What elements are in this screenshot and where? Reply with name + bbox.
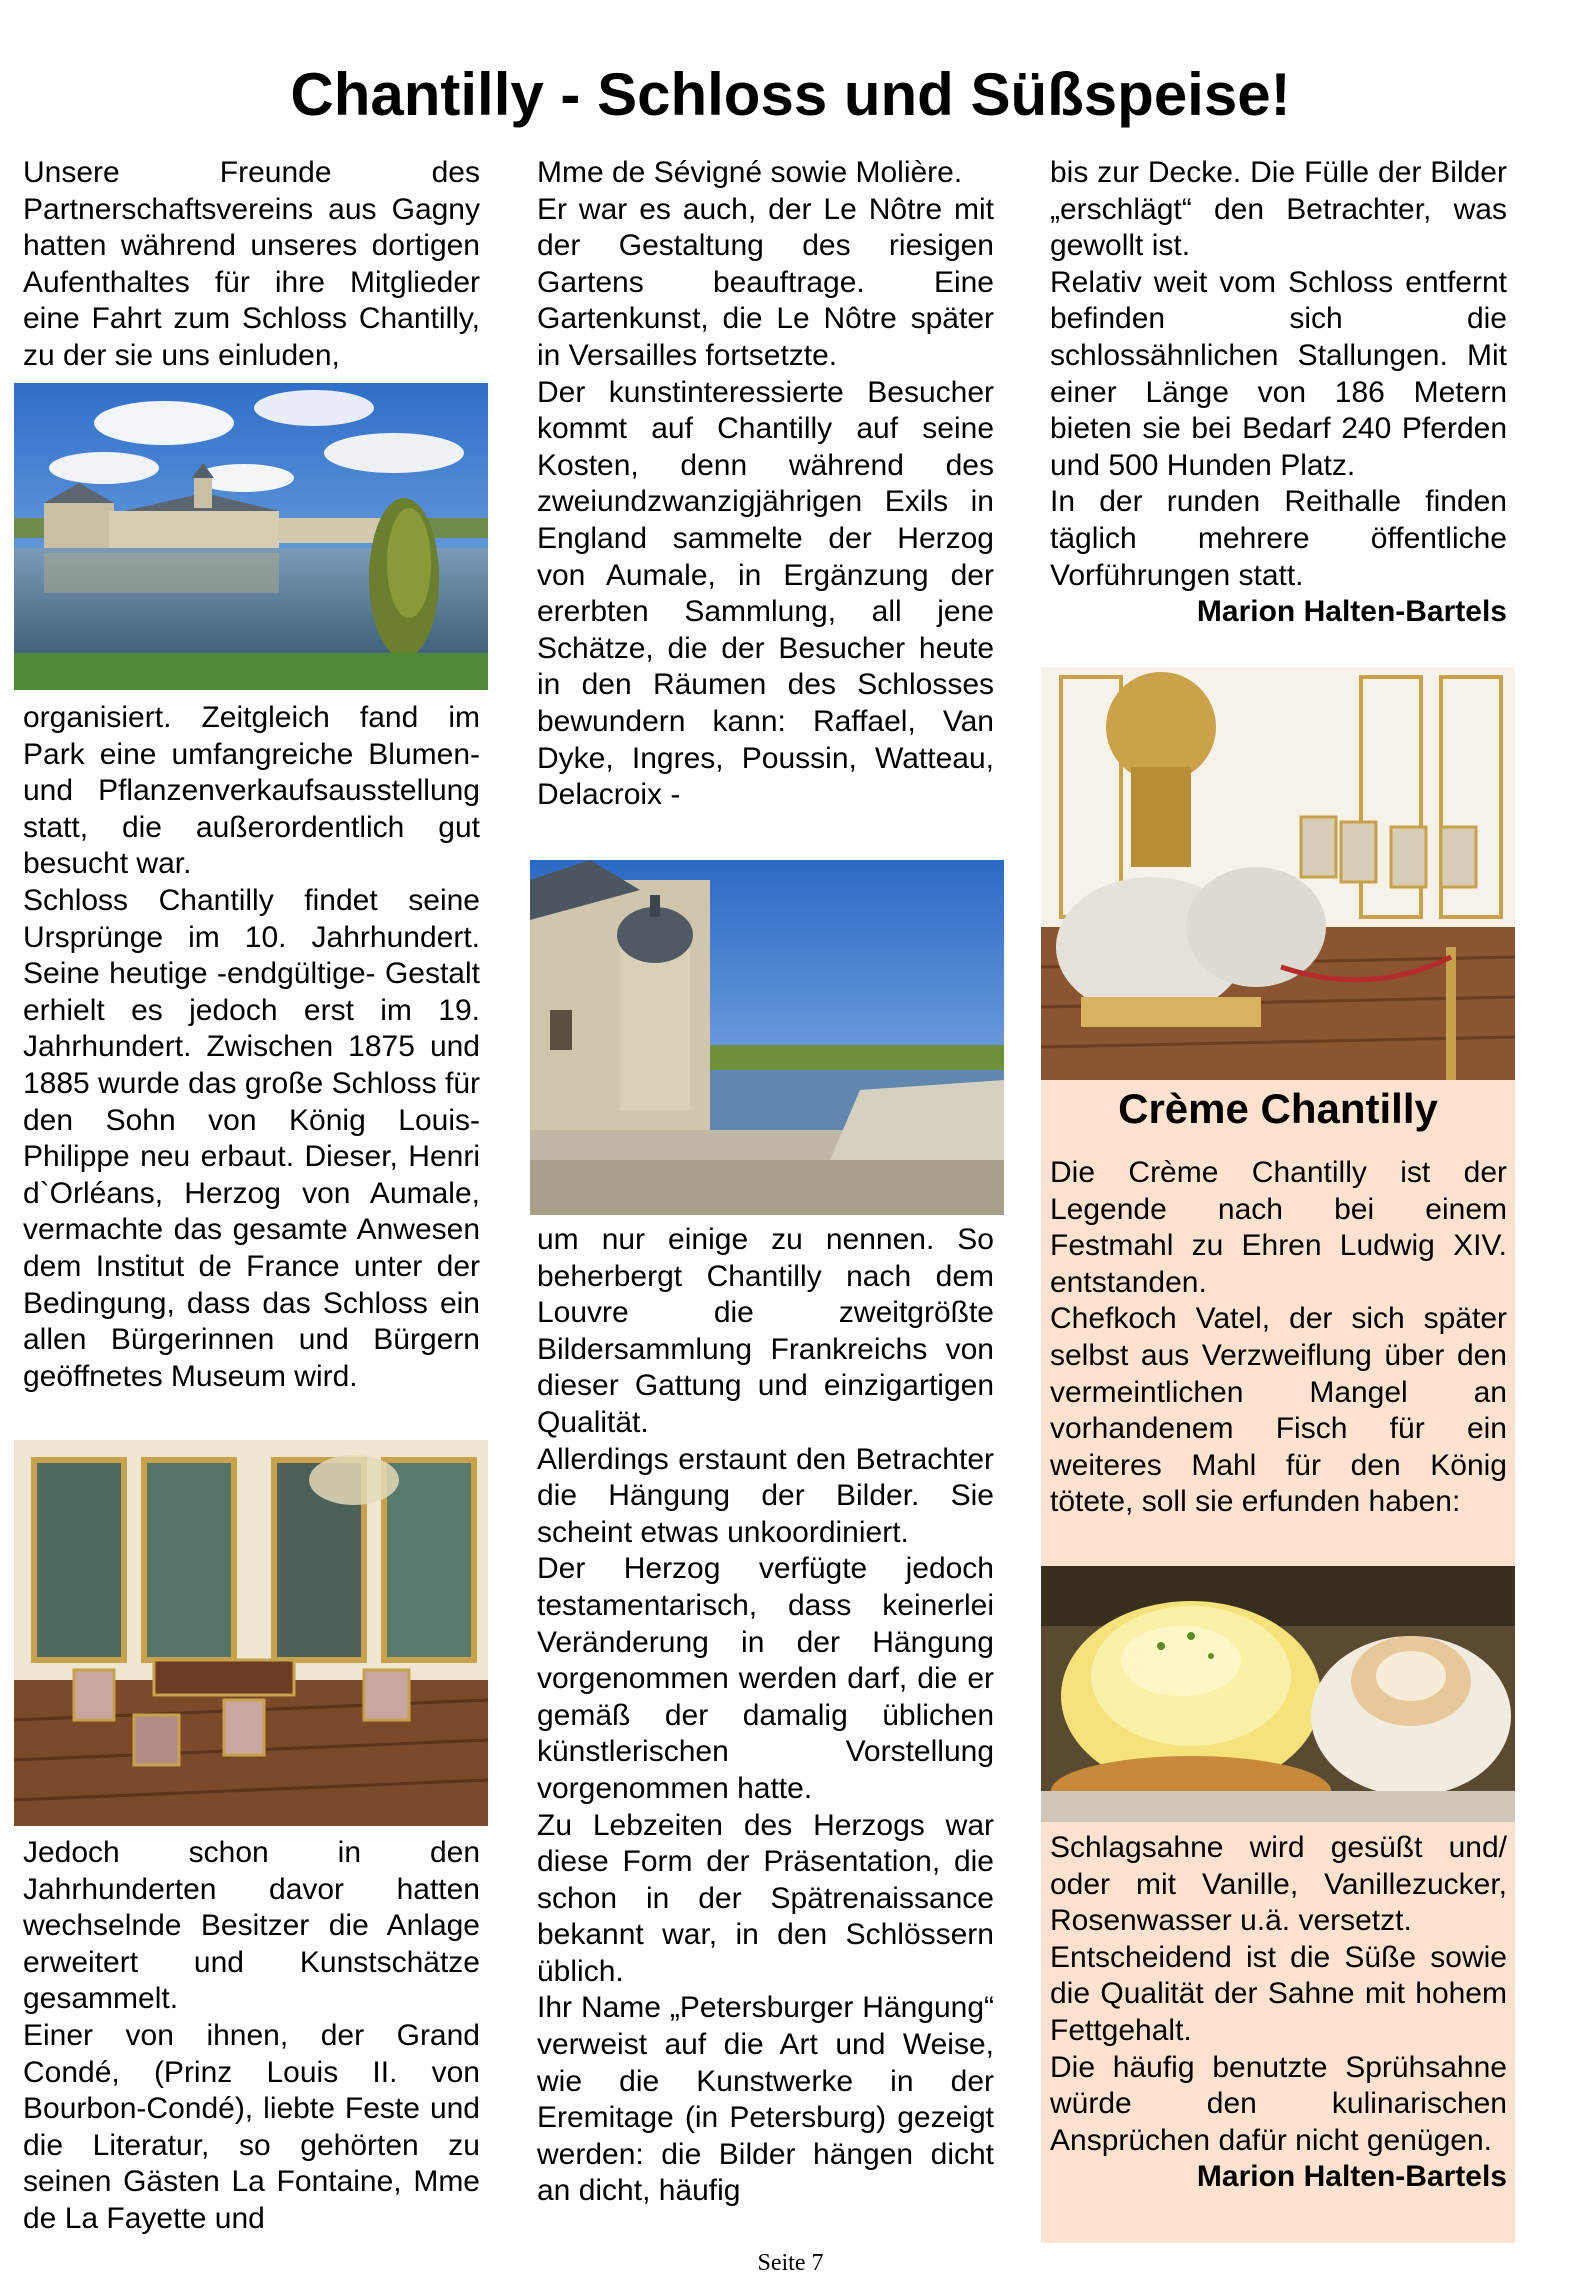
page-number: Seite 7 <box>757 2250 824 2276</box>
box-text-top <box>1050 1155 1507 1521</box>
paragraph: Der kunstinteressierte Besucher kommt auf Chantilly auf seine Kosten, denn während des zweiundzwanzigjährigen Exils in England sammelte der Herzog von Aumale, in Ergänzung der ererbten Sammlung, all jene Schätze, die der Besucher heute in den Räumen des Schlosses bewundern kann: Raffael, Van Dyke, Ingres, Poussin, Watteau, Delacroix - <box>537 375 994 812</box>
col2-text-top <box>537 155 994 814</box>
paragraph: Unsere Freunde des Partnerschaftsvereins aus Gagny hatten während unseres dortigen Aufenthaltes für ihre Mitglieder eine Fahrt zum Schloss Chantilly, zu der sie uns einluden, <box>23 156 480 372</box>
paragraph: Zu Lebzeiten des Herzogs war diese Form der Präsentation, die schon in der Spätrenaissance bekannt war, in den Schlössern üblich. <box>537 1808 994 1988</box>
author-name: Marion Halten-Bartels <box>1196 595 1507 629</box>
paragraph: In der runden Reithalle finden täglich mehrere öffentliche Vorführungen statt. <box>1050 485 1507 592</box>
paragraph: Relativ weit vom Schloss entfernt befinden sich die schlossähnlichen Stallungen. Mit einer Länge von 186 Metern bieten sie bei Bedarf 240 Pferden und 500 Hunden Platz. <box>1050 265 1507 482</box>
author-name: Marion Halten-Bartels <box>1196 2160 1507 2194</box>
paragraph: Mme de Sévigné sowie Molière. <box>537 156 963 189</box>
castle-tower-photo <box>530 860 1004 1215</box>
paragraph: Die häufig benutzte Sprühsahne würde den kulinarischen Ansprüchen dafür nicht genügen. <box>1050 2050 1507 2157</box>
castle-lake-photo <box>14 383 488 690</box>
creme-dessert-photo <box>1041 1566 1515 1822</box>
paragraph: Entscheidend ist die Süße sowie die Qualität der Sahne mit hohem Fettgehalt. <box>1050 1940 1507 2047</box>
paragraph: Schlagsahne wird gesüßt und/ oder mit Vanille, Vanillezucker, Rosenwasser u.ä. versetzt. <box>1050 1831 1507 1938</box>
col2-text-bottom <box>537 1222 994 2210</box>
paragraph: bis zur Decke. Die Fülle der Bilder „erschlägt“ den Betrachter, was gewollt ist. <box>1050 156 1507 263</box>
paragraph: Er war es auch, der Le Nôtre mit der Gestaltung des riesigen Gartens beauftrage. Eine Gartenkunst, die Le Nôtre später in Versailles fortsetzte. <box>537 192 994 372</box>
paragraph: organisiert. Zeitgleich fand im Park eine umfangreiche Blumen- und Pflanzenverkaufsausstellung statt, die außerordentlich gut besucht war. <box>23 701 480 881</box>
paragraph: Der Herzog verfügte jedoch testamentarisch, dass keinerlei Veränderung in der Hängung vorgenommen werden darf, die er gemäß der damalig üblichen künstlerischen Vorstellung vorgenommen hatte. <box>537 1552 994 1805</box>
salon-interior-photo <box>14 1440 488 1826</box>
paragraph: Die Crème Chantilly ist der Legende nach bei einem Festmahl zu Ehren Ludwig XIV. entstanden. <box>1050 1156 1507 1299</box>
paragraph: Ihr Name „Petersburger Hängung“ verweist auf die Art und Weise, wie die Kunstwerke in der Eremitage (in Petersburg) gezeigt werden: die Bilder hängen dicht an dicht, häufig <box>537 1991 994 2208</box>
paragraph: Chefkoch Vatel, der sich später selbst aus Verzweiflung über den vermeintlichen Mangel an vorhandenem Fisch für ein weiteres Mahl für den König tötete, soll sie erfunden haben: <box>1050 1302 1507 1519</box>
page-title: Chantilly - Schloss und Süßspeise! <box>290 61 1291 128</box>
box-text-bottom <box>1050 1830 1507 2196</box>
paragraph: Schloss Chantilly findet seine Ursprünge im 10. Jahrhundert. Seine heutige -endgültige- Gestalt erhielt es jedoch erst im 19. Jahrhundert. Zwischen 1875 und 1885 wurde das große Schloss für den Sohn von König Louis-Philippe neu erbaut. Dieser, Henri d`Orléans, Herzog von Aumale, vermachte das gesamte Anwesen dem Institut de France unter der Bedingung, dass das Schloss ein allen Bürgerinnen und Bürgern geöffnetes Museum wird. <box>23 883 480 1393</box>
paragraph: Jedoch schon in den Jahrhunderten davor hatten wechselnde Besitzer die Anlage erweitert und Kunstschätze gesammelt. <box>23 1836 480 2016</box>
col1-text-mid <box>23 700 480 1395</box>
col1-text-bottom <box>23 1835 480 2238</box>
paragraph: Allerdings erstaunt den Betrachter die Hängung der Bilder. Sie scheint etwas unkoordiniert. <box>537 1442 994 1549</box>
col1-text-top <box>23 155 480 375</box>
col3-text-top <box>1050 155 1507 631</box>
paragraph: Einer von ihnen, der Grand Condé, (Prinz Louis II. von Bourbon-Condé), liebte Feste und die Literatur, so gehörten zu seinen Gästen La Fontaine, Mme de La Fayette und <box>23 2018 480 2235</box>
box-title: Crème Chantilly <box>1118 1085 1438 1132</box>
paragraph: um nur einige zu nennen. So beherbergt Chantilly nach dem Louvre die zweitgrößte Bildersammlung Frankreichs von dieser Gattung und einzigartigen Qualität. <box>537 1223 994 1439</box>
white-gold-salon-photo <box>1041 667 1515 1080</box>
